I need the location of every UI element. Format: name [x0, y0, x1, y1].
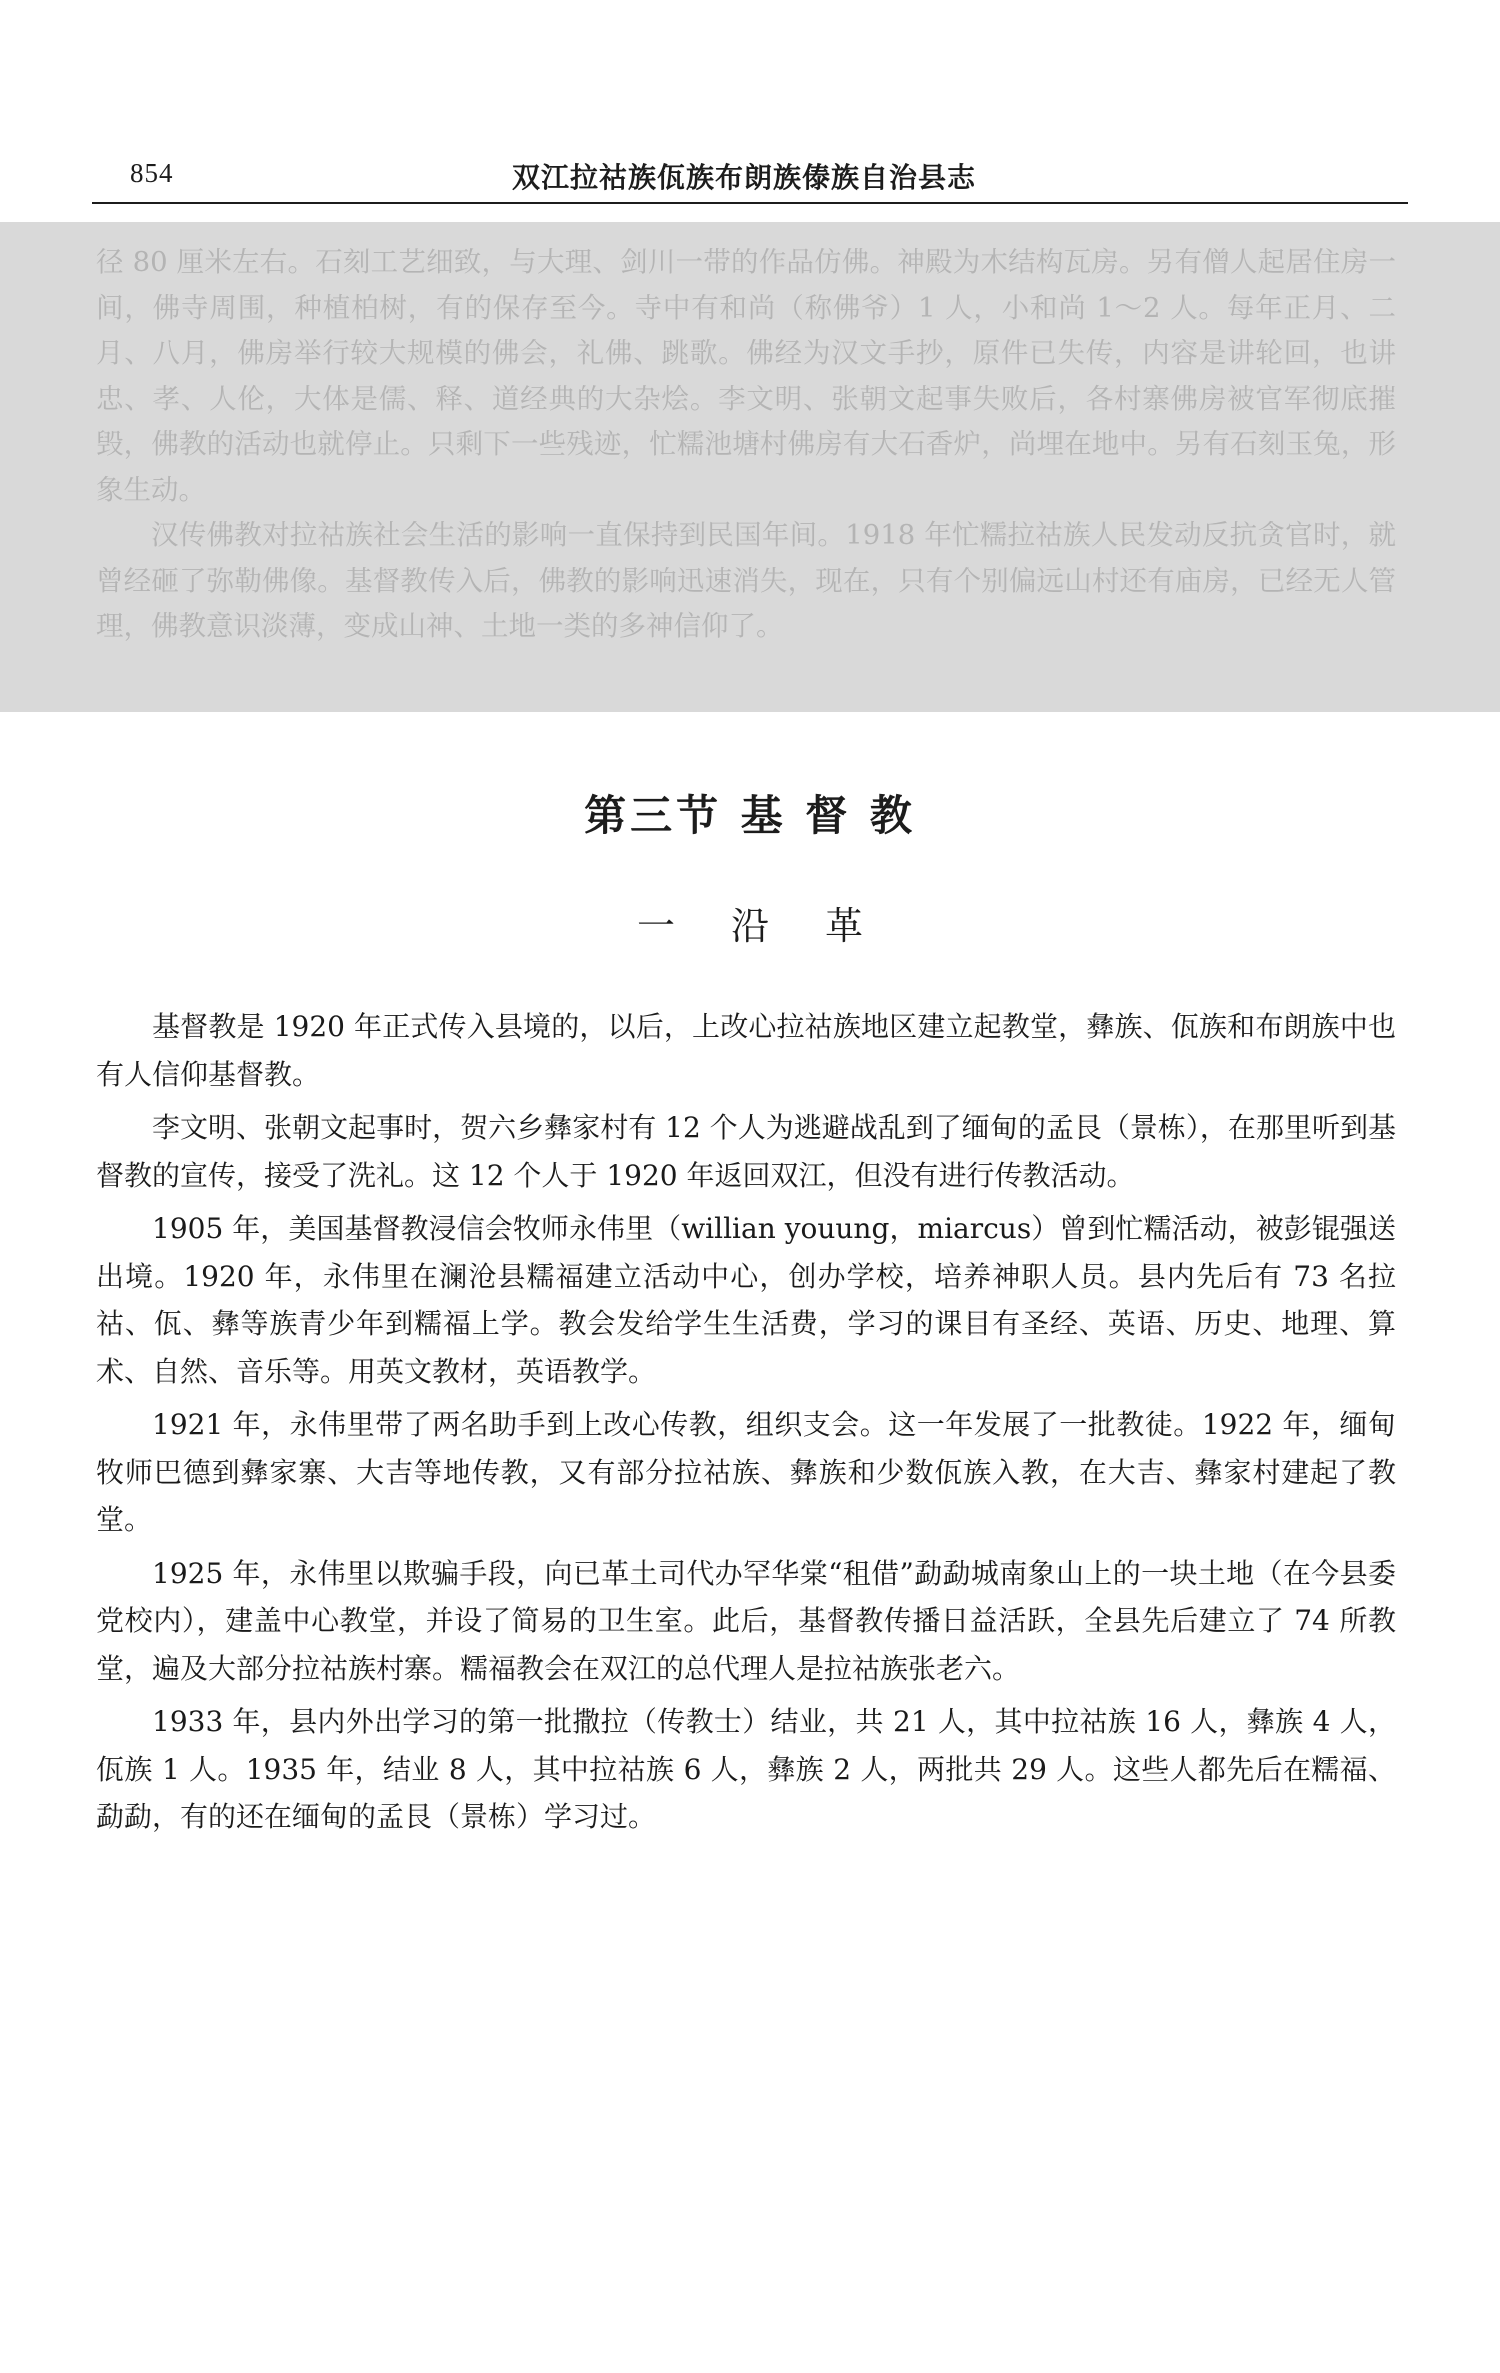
subsection-title-char: 一: [636, 904, 675, 948]
paragraph: 1921 年，永伟里带了两名助手到上改心传教，组织支会。这一年发展了一批教徒。1922 年，缅甸牧师巴德到彝家寨、大吉等地传教，又有部分拉祜族、彝族和少数佤族入教，在大吉、彝家村建起了教堂。: [96, 1408, 1396, 1536]
running-title: 双江拉祜族佤族布朗族傣族自治县志: [512, 161, 977, 194]
paragraph: 1925 年，永伟里以欺骗手段，向已革土司代办罕华棠“租借”勐勐城南象山上的一块土地（在今县委党校内），建盖中心教堂，并设了简易的卫生室。此后，基督教传播日益活跃，全县先后建立了 74 所教堂，遍及大部分拉祜族村寨。糯福教会在双江的总代理人是拉祜族张老六。: [96, 1556, 1396, 1685]
faded-text: [96, 240, 1396, 650]
page-number: 854: [130, 158, 174, 188]
faded-paragraph: 径 80 厘米左右。石刻工艺细致，与大理、剑川一带的作品仿佛。神殿为木结构瓦房。另有僧人起居住房一间，佛寺周围，种植柏树，有的保存至今。寺中有和尚（称佛爷）1 人，小和尚 1～2 人。每年正月、二月、八月，佛房举行较大规模的佛会，礼佛、跳歌。佛经为汉文手抄，原件已失传，内容是讲轮回，也讲忠、孝、人伦，大体是儒、释、道经典的大杂烩。李文明、张朝文起事失败后，各村寨佛房被官军彻底摧毁，佛教的活动也就停止。只剩下一些残迹，忙糯池塘村佛房有大石香炉，尚埋在地中。另有石刻玉兔，形象生动。: [96, 246, 1396, 506]
body-text: [96, 1003, 1396, 1847]
subsection-title-char: 沿: [730, 904, 769, 948]
paragraph: 1933 年，县内外出学习的第一批撒拉（传教士）结业，共 21 人，其中拉祜族 16 人，彝族 4 人，佤族 1 人。1935 年，结业 8 人，其中拉祜族 6 人，彝族 2 人，两批共 29 人。这些人都先后在糯福、勐勐，有的还在缅甸的孟艮（景栋）学习过。: [96, 1705, 1396, 1833]
page-header: [92, 150, 1408, 198]
faded-previous-text-block: [0, 222, 1500, 712]
paragraph: 1905 年，美国基督教浸信会牧师永伟里（willian youung，miarcus）曾到忙糯活动，被彭锟强送出境。1920 年，永伟里在澜沧县糯福建立活动中心，创办学校，培养神职人员。县内先后有 73 名拉祜、佤、彝等族青少年到糯福上学。教会发给学生生活费，学习的课目有圣经、英语、历史、地理、算术、自然、音乐等。用英文教材，英语教学。: [96, 1212, 1396, 1388]
paragraph: 基督教是 1920 年正式传入县境的，以后，上改心拉祜族地区建立起教堂，彝族、佤族和布朗族中也有人信仰基督教。: [96, 1010, 1396, 1091]
subsection-title: [0, 895, 1500, 950]
header-rule: [92, 202, 1408, 204]
subsection-title-char: 革: [825, 904, 864, 948]
paragraph: 李文明、张朝文起事时，贺六乡彝家村有 12 个人为逃避战乱到了缅甸的孟艮（景栋），在那里听到基督教的宣传，接受了洗礼。这 12 个人于 1920 年返回双江，但没有进行传教活动。: [96, 1111, 1396, 1192]
section-title: 第三节 基 督 教: [584, 791, 916, 840]
faded-paragraph: 汉传佛教对拉祜族社会生活的影响一直保持到民国年间。1918 年忙糯拉祜族人民发动反抗贪官时，就曾经砸了弥勒佛像。基督教传入后，佛教的影响迅速消失，现在，只有个别偏远山村还有庙房，已经无人管理，佛教意识淡薄，变成山神、土地一类的多神信仰了。: [96, 519, 1396, 642]
